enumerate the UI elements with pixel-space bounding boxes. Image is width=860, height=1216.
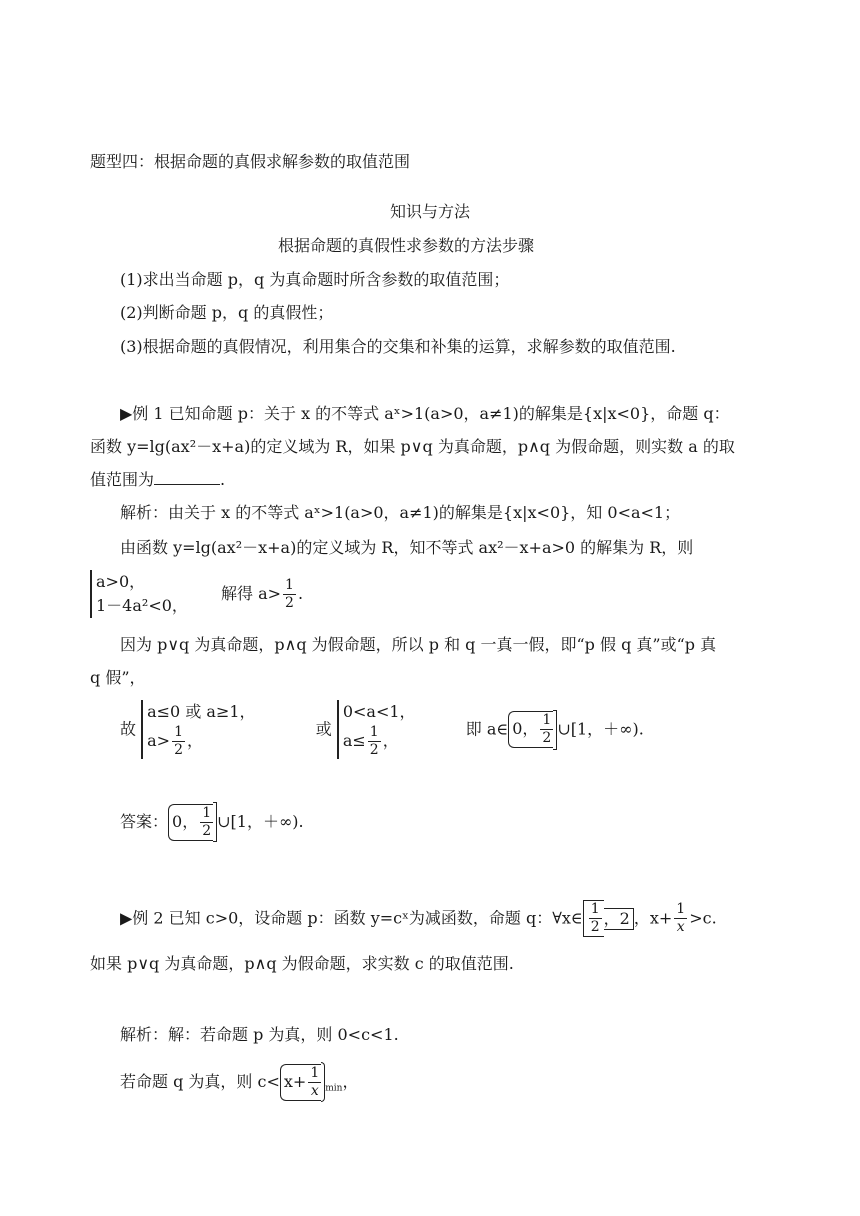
answer-blank [154,470,220,485]
example2-line2: 如果 p∨q 为真命题，p∧q 为假命题，求实数 c 的取值范围. [90,954,514,973]
example1-solution-1: 解析：由关于 x 的不等式 aˣ>1(a>0，a≠1)的解集是{x|x<0}，知 0<a<1； [120,503,681,522]
example1-cases: 故 a≤0 或 a≥1， a> $\frac{1}{2}$ ， 或 0<a<1， a≤ $\frac{1}{2}$ ， 即 a∈ 0， $\frac{1}{2}$ ∪[1，＋∞). [120,702,644,758]
example2-solution-1: 解析：解：若命题 p 为真，则 0<c<1. [120,1025,399,1044]
knowledge-title: 知识与方法 [389,202,470,221]
section-heading: 题型四：根据命题的真假求解参数的取值范围 [90,152,411,171]
example1-line1: ▶例 1 已知命题 p：关于 x 的不等式 aˣ>1(a>0，a≠1)的解集是{x|x<0}，命题 q： [120,404,730,423]
example1-solution-3: 因为 p∨q 为真命题，p∧q 为假命题，所以 p 和 q 一真一假，即“p 假 q 真”或“p 真 [120,635,717,654]
method-title: 根据命题的真假性求参数的方法步骤 [278,236,535,255]
example1-line2: 函数 y=lg(ax²－x+a)的定义域为 R，如果 p∨q 为真命题，p∧q 为假命题，则实数 a 的取 [90,437,735,456]
example1-line3: 值范围为 . [90,470,226,489]
step-3: (3)根据命题的真假情况，利用集合的交集和补集的运算，求解参数的取值范围. [120,337,676,356]
example1-solution-4: q 假”， [90,668,146,687]
example2-line1: ▶例 2 已知 c>0，设命题 p：函数 y=cˣ为减函数，命题 q：∀x∈ $\frac{1}{2}$ ，2 ，x+ $\frac{1}{x}$ >c. [120,901,717,935]
example1-answer: 答案： 0， $\frac{1}{2}$ ∪[1，＋∞). [120,802,304,842]
step-2: (2)判断命题 p，q 的真假性； [120,303,334,322]
example1-case-system: a>0， 1－4a²<0， 解得 a> $\frac{1}{2}$ . [90,570,303,618]
example1-solution-2: 由函数 y=lg(ax²－x+a)的定义域为 R，知不等式 ax²－x+a>0 的解集为 R，则 [120,538,694,557]
step-1: (1)求出当命题 p，q 为真命题时所含参数的取值范围； [120,270,510,289]
example2-solution-2: 若命题 q 为真，则 c< x+ $\frac{1}{x}$ $_{min}$， [120,1062,358,1102]
